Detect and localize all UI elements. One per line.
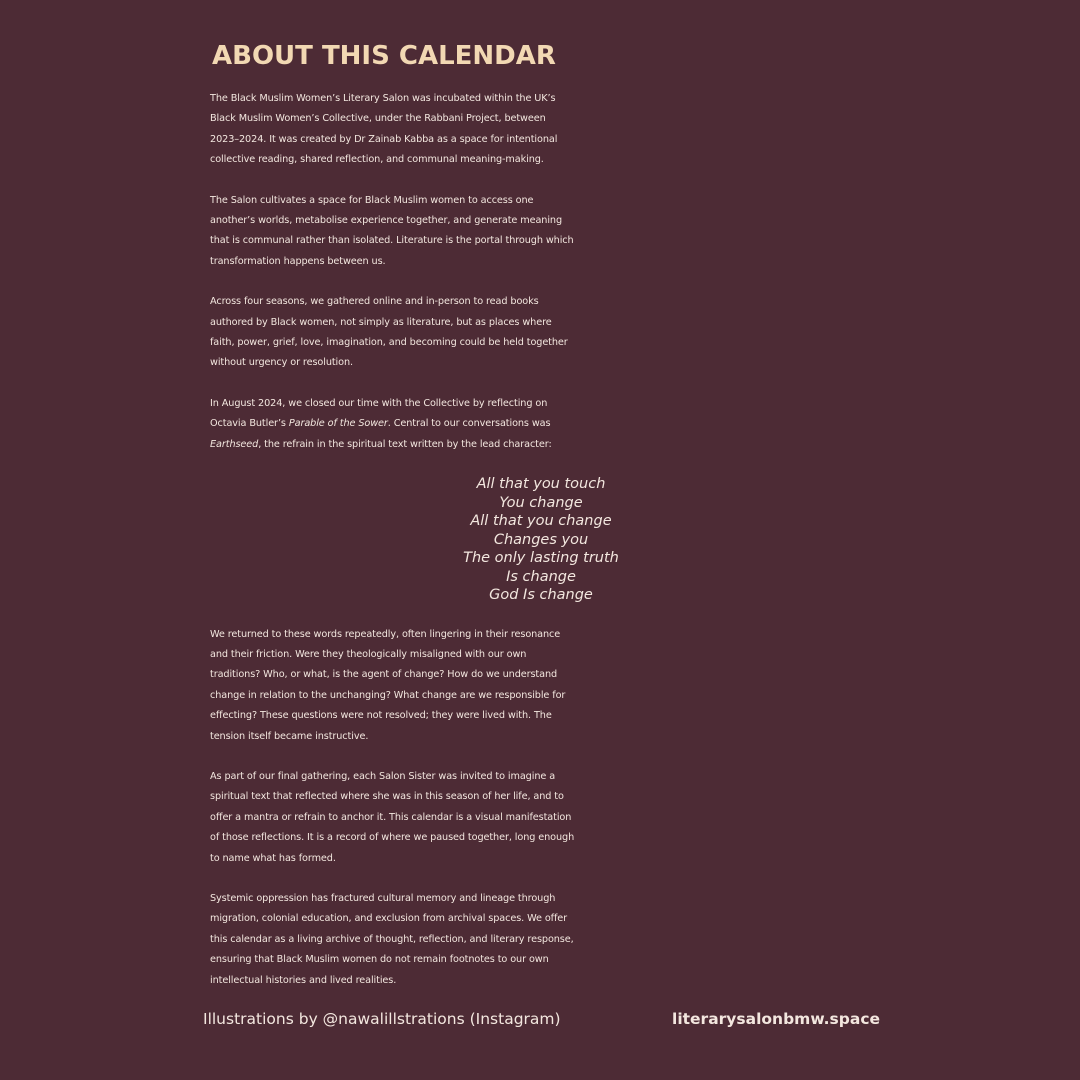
paragraph-purpose bbox=[210, 191, 890, 273]
text-line: Systemic oppression has fractured cultural memory and lineage through bbox=[210, 893, 556, 905]
text-line: collective reading, shared reflection, and communal meaning-making. bbox=[210, 154, 544, 166]
text-fragment: , the refrain in the spiritual text written by the lead character: bbox=[258, 438, 552, 450]
text-line: offer a mantra or refrain to anchor it. This calendar is a visual manifestation bbox=[210, 811, 572, 823]
poem-line: You change bbox=[499, 494, 583, 511]
text-line bbox=[210, 414, 890, 434]
text-line: another’s worlds, metabolise experience together, and generate meaning bbox=[210, 215, 563, 227]
text-line: 2023–2024. It was created by Dr Zainab Kabba as a space for intentional bbox=[210, 133, 558, 145]
text-line: The Black Muslim Women’s Literary Salon was incubated within the UK’s bbox=[210, 93, 556, 104]
paragraph-seasons bbox=[210, 292, 890, 374]
about-body bbox=[210, 89, 890, 1011]
text-line: The Salon cultivates a space for Black Muslim women to access one bbox=[210, 194, 534, 206]
earthseed-term: Earthseed bbox=[210, 438, 259, 450]
page-title: ABOUT THIS CALENDAR bbox=[212, 41, 556, 71]
text-line: this calendar as a living archive of thought, reflection, and literary response, bbox=[210, 933, 574, 945]
poem-line: Changes you bbox=[493, 531, 589, 548]
paragraph-final-gathering bbox=[210, 767, 890, 869]
poem-line: All that you change bbox=[470, 513, 612, 530]
poem-line: Is change bbox=[506, 568, 576, 585]
text-line: We returned to these words repeatedly, often lingering in their resonance bbox=[210, 628, 561, 640]
text-line: traditions? Who, or what, is the agent of change? How do we understand bbox=[210, 669, 558, 681]
text-line: effecting? These questions were not resolved; they were lived with. The bbox=[210, 710, 552, 722]
text-line: of those reflections. It is a record of where we paused together, long enough bbox=[210, 832, 575, 844]
text-line: that is communal rather than isolated. Literature is the portal through which bbox=[210, 235, 574, 247]
illustration-credit: Illustrations by @nawalillstrations (Instagram) bbox=[203, 1010, 561, 1028]
text-line: tension itself became instructive. bbox=[210, 730, 369, 742]
text-line: faith, power, grief, love, imagination, and becoming could be held together bbox=[210, 337, 568, 349]
paragraph-questions bbox=[210, 625, 890, 747]
text-line: intellectual histories and lived realities. bbox=[210, 974, 397, 986]
poem-line: God Is change bbox=[489, 587, 593, 604]
text-line: to name what has formed. bbox=[210, 852, 336, 864]
website-link[interactable]: literarysalonbmw.space bbox=[672, 1010, 881, 1028]
text-line: ensuring that Black Muslim women do not remain footnotes to our own bbox=[210, 954, 549, 966]
text-line: spiritual text that reflected where she was in this season of her life, and to bbox=[210, 791, 564, 803]
text-line: Across four seasons, we gathered online and in-person to read books bbox=[210, 296, 539, 308]
text-line: without urgency or resolution. bbox=[210, 357, 353, 369]
text-line: transformation happens between us. bbox=[210, 255, 386, 267]
earthseed-poem bbox=[210, 475, 872, 605]
text-line: Black Muslim Women’s Collective, under the Rabbani Project, between bbox=[210, 113, 546, 125]
poem-line: All that you touch bbox=[476, 476, 606, 493]
text-line: In August 2024, we closed our time with the Collective by reflecting on bbox=[210, 397, 548, 409]
book-title: Parable of the Sower bbox=[288, 418, 388, 430]
text-line: authored by Black women, not simply as literature, but as places where bbox=[210, 316, 552, 328]
paragraph-closing bbox=[210, 394, 890, 455]
paragraph-origin bbox=[210, 89, 890, 171]
text-line bbox=[210, 435, 890, 455]
text-fragment: . Central to our conversations was bbox=[387, 418, 551, 430]
text-line: As part of our final gathering, each Salon Sister was invited to imagine a bbox=[210, 771, 556, 783]
paragraph-archive bbox=[210, 889, 890, 991]
text-line: and their friction. Were they theologically misaligned with our own bbox=[210, 649, 527, 660]
poem-line: The only lasting truth bbox=[463, 550, 619, 567]
text-fragment: Octavia Butler’s bbox=[210, 418, 289, 430]
text-line: migration, colonial education, and exclusion from archival spaces. We offer bbox=[210, 913, 568, 925]
text-line: change in relation to the unchanging? What change are we responsible for bbox=[210, 689, 566, 701]
